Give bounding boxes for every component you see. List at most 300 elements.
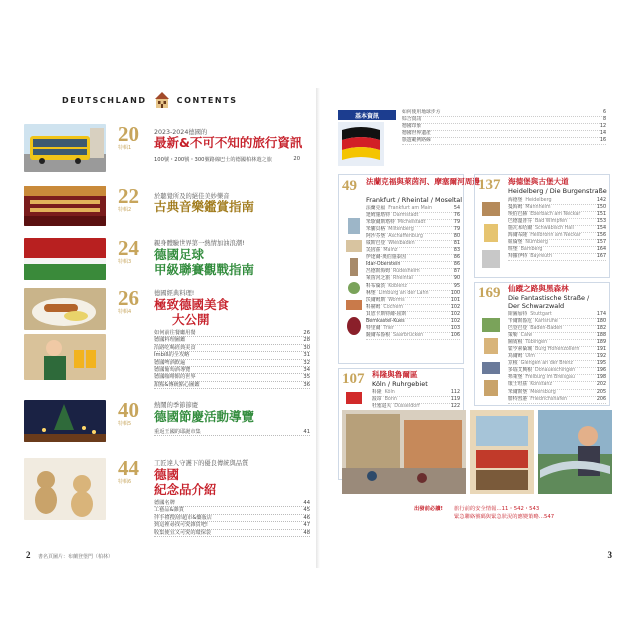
toc-item-page: 48: [303, 529, 310, 536]
toc-item-page: 206: [596, 396, 606, 402]
section-title: 德國節慶活動導覽: [154, 409, 255, 424]
toc-item-page: 191: [596, 347, 606, 353]
toc-item-german-name: Cochem: [383, 304, 403, 310]
toc-item-label: [366, 333, 423, 339]
toc-item-name: 德國葡萄酒導覽: [154, 367, 191, 374]
toc-item-german-name: Mannheim: [525, 205, 551, 211]
toc-item-label: [508, 347, 579, 353]
toc-item-label: [508, 212, 580, 218]
section-tag: 特輯4: [118, 309, 132, 315]
toc-item-page: 76: [453, 213, 460, 219]
toc-item-german-name: Karlsruhe: [535, 319, 558, 325]
toc-item-german-name: Saarbrücken: [393, 332, 424, 338]
section-number: 44: [118, 456, 139, 480]
region-title: 科隆與魯爾區: [372, 370, 418, 379]
toc-item-german-name: Frankfurt am Main: [388, 206, 433, 211]
toc-item-name: 烏爾姆: [508, 354, 523, 360]
toc-item-page: 189: [596, 340, 606, 346]
toc-item-label: [366, 284, 407, 290]
toc-item-page: 167: [596, 254, 606, 260]
header-left-word: DEUTSCHLAND: [62, 95, 147, 105]
toc-item[interactable]: [154, 374, 310, 381]
feature-section-3[interactable]: [24, 238, 314, 282]
toc-item-page: 54: [453, 206, 460, 211]
toc-item-name: 米騰貝格: [366, 227, 386, 233]
toc-item-german-name: Schwäbisch Hall: [535, 226, 574, 232]
toc-item[interactable]: [366, 333, 460, 340]
toc-item[interactable]: [508, 347, 606, 354]
toc-item-german-name: Worms: [388, 297, 405, 303]
landmark-icons-burgen: [478, 198, 504, 278]
section-title: 古典音樂鑑賞指南: [154, 199, 255, 214]
toc-item[interactable]: [508, 390, 606, 397]
toc-item-name: 米爾斯堡: [508, 389, 528, 395]
section-subtitle: 於聽覺所及的絕佳美妙樂音: [154, 193, 230, 200]
toc-item-page: 102: [450, 311, 460, 317]
toc-item-label: [508, 205, 551, 211]
section-title: 德國足球: [154, 247, 205, 262]
toc-item-label: [366, 276, 413, 282]
section-item-list: [154, 330, 310, 389]
toc-item-german-name: Burg Hohenzollern: [535, 347, 580, 353]
toc-item-german-name: Darmstadt: [393, 213, 419, 219]
toc-item-page: 182: [596, 326, 606, 332]
toc-item-page: 16: [599, 138, 606, 144]
toc-item[interactable]: [366, 326, 460, 333]
toc-item[interactable]: [508, 397, 606, 404]
toc-item-page: 156: [596, 233, 606, 239]
toc-item-page: 100: [450, 290, 460, 296]
toc-item-label: [402, 124, 421, 130]
region-title: 法蘭克福與萊茵河、摩塞爾河周邊: [366, 177, 480, 186]
toc-item-german-name: Ulm: [525, 354, 535, 360]
teddy-bears-photo: [24, 458, 106, 520]
toc-item-label: [508, 226, 574, 232]
toc-item-name: 重返王國的耶誕市集: [154, 429, 201, 435]
toc-item-label: [154, 337, 185, 343]
toc-item-label: [154, 515, 212, 521]
toc-item-label: [366, 305, 403, 311]
toc-item-german-name: Konstanz: [530, 382, 552, 388]
toc-item-page: 188: [596, 333, 606, 339]
toc-item-page: 180: [596, 319, 606, 325]
toc-item-german-name: Mainz: [383, 248, 398, 254]
toc-item-german-name: Köln: [384, 390, 395, 395]
toc-item-label: [366, 291, 429, 297]
toc-item-label: [154, 367, 190, 373]
toc-item-name: 科隆: [372, 390, 382, 395]
toc-item-name: 施瓦本哈爾: [508, 226, 532, 232]
toc-item-german-name: Heidelberg: [525, 198, 552, 203]
section-title: 最新&不可不知的旅行資訊: [154, 135, 303, 150]
toc-item-label: [508, 397, 567, 403]
toc-item-page: 202: [596, 382, 606, 388]
feature-section-1[interactable]: [24, 124, 314, 172]
concert-hall-photo: [24, 186, 106, 226]
toc-item-label: [366, 312, 409, 318]
toc-item-german-name: Wiesbaden: [388, 241, 415, 247]
toc-item-name: 德國名牌: [154, 500, 175, 506]
toc-item-page: 45: [303, 507, 310, 514]
toc-item-name: 德國咖啡館的世界: [154, 374, 196, 381]
toc-item-page: 12: [599, 124, 606, 130]
section-title: 極致德國美食: [154, 297, 230, 312]
toc-item-name: 如何使用地球步方: [402, 110, 441, 115]
toc-item-name: 圖賓根: [508, 340, 523, 346]
toc-item-name: 達姆施塔特: [366, 213, 390, 219]
toc-item-page: 32: [303, 359, 310, 366]
toc-item-label: [366, 319, 408, 325]
toc-item-page: 6: [602, 110, 606, 115]
toc-item-page: 81: [453, 241, 460, 247]
toc-item-label: [154, 374, 196, 380]
section-number: 26: [118, 286, 139, 310]
toc-item[interactable]: [154, 522, 310, 529]
toc-item-name: 康士坦茲: [508, 382, 528, 388]
toc-item[interactable]: [366, 291, 460, 298]
toc-item-name: 波昂: [372, 397, 382, 403]
toc-item-label: [402, 138, 431, 144]
feature-section-2[interactable]: [24, 186, 314, 228]
toc-item[interactable]: [366, 206, 460, 213]
toc-item-name: 呂德斯海姆: [366, 269, 390, 275]
toc-item-label: [154, 522, 208, 528]
toc-item-label: [154, 345, 196, 351]
toc-item-name: 班堡: [508, 247, 518, 253]
toc-item[interactable]: [366, 284, 460, 291]
toc-item[interactable]: [402, 131, 606, 138]
section-number: 22: [118, 184, 139, 208]
toc-item-name: 卡爾斯魯厄: [508, 319, 532, 325]
toc-item-label: [154, 530, 211, 536]
toc-item-german-name: Limburg an der Lahn: [378, 290, 429, 296]
toc-item-page: 103: [450, 325, 460, 331]
region-item-list: [366, 206, 460, 340]
toc-item-label: [366, 262, 403, 268]
book-spread: [16, 88, 624, 568]
toc-item-label: [508, 198, 552, 204]
toc-item-label: [508, 319, 558, 325]
section-subtitle: 熱鬧的季節節慶: [154, 402, 199, 409]
toc-item[interactable]: [508, 198, 606, 205]
toc-item-page: 86: [453, 255, 460, 261]
toc-item-label: [508, 375, 575, 381]
toc-item-german-name: Eberbach am Neckar: [530, 212, 581, 218]
cover-caption: 書名頁圖片：布蘭登堡門（柏林）: [38, 554, 114, 560]
toc-item[interactable]: [154, 530, 310, 537]
toc-item-page: 164: [596, 247, 606, 253]
toc-item-label: [402, 131, 431, 137]
region-title-de-line2: Der Schwarzwald: [508, 302, 565, 310]
toc-item-german-name: Düsseldorf: [394, 404, 420, 410]
toc-item[interactable]: [508, 233, 606, 240]
toc-item-page: 36: [303, 381, 310, 388]
toc-item-name: 旅遊範例路線: [402, 138, 431, 144]
toc-item-german-name: Bad Wimpfen: [535, 219, 568, 225]
toc-item[interactable]: [366, 298, 460, 305]
toc-item-name: 綜合資訊: [402, 117, 422, 123]
timber-house-icon: [153, 91, 171, 109]
toc-item-name: 美因茲: [366, 248, 381, 254]
toc-item-page: 192: [596, 354, 606, 360]
toc-item-label: [402, 110, 440, 116]
toc-item-german-name: Aschaffenburg: [388, 234, 423, 240]
section-footnote-page: 20: [293, 156, 300, 162]
right-page: [320, 88, 624, 568]
toc-item-page: 205: [596, 389, 606, 395]
section-tag: 特輯2: [118, 207, 132, 213]
toc-item-label: [508, 340, 547, 346]
toc-item[interactable]: [402, 110, 606, 117]
toc-item[interactable]: [402, 124, 606, 131]
toc-item-label: [508, 240, 548, 246]
toc-item-page: 34: [303, 367, 310, 374]
toc-item-name: 米歇爾斯塔特: [366, 220, 395, 226]
region-title: 仙蹤之路與黑森林: [508, 284, 569, 293]
toc-item-page: 157: [596, 240, 606, 246]
toc-item-page: 106: [450, 332, 460, 338]
toc-item[interactable]: [366, 241, 460, 248]
toc-item-label: [366, 326, 394, 332]
toc-item[interactable]: [366, 319, 460, 326]
toc-item-page: 196: [596, 368, 606, 374]
region-title-de-line1: Die Fantastische Straße /: [508, 294, 590, 302]
toc-item-label: [366, 248, 397, 254]
info-line-2[interactable]: 緊急聯絡號碼與緊急狀況的應變策略…547: [454, 514, 555, 520]
toc-item-name: 策勒: [508, 333, 518, 339]
toc-item-label: [402, 117, 421, 123]
toc-item-page: 119: [450, 397, 460, 403]
toc-item-page: 79: [453, 227, 460, 233]
toc-item-name: Idar-Oberstein: [366, 262, 401, 268]
toc-item-name: 特里爾: [366, 325, 381, 331]
toc-item[interactable]: [508, 312, 606, 319]
toc-item-page: 151: [596, 212, 606, 218]
toc-item-page: 150: [596, 205, 606, 211]
toc-item-german-name: Bayreuth: [530, 254, 553, 260]
toc-item-name: 多瑙艾興根: [508, 368, 532, 374]
region-number: 169: [478, 285, 501, 301]
toc-item-german-name: Tübingen: [525, 340, 548, 346]
contents-header: [62, 88, 292, 112]
toc-item[interactable]: [402, 138, 606, 145]
region-number: 137: [478, 177, 501, 193]
toc-item[interactable]: [366, 312, 460, 319]
toc-item-name: 威斯巴登: [366, 241, 386, 247]
toc-item-label: [372, 390, 395, 396]
toc-item-label: [372, 397, 397, 403]
toc-item-label: [508, 333, 532, 339]
toc-item-label: [154, 360, 185, 366]
section-subtitle: 德國經典料理!: [154, 290, 195, 297]
toc-item-name: 工藝品&雜貨: [154, 507, 184, 514]
region-number: 107: [342, 371, 365, 387]
toc-item-name: 德國啤酒飲遍: [154, 359, 186, 366]
toc-item[interactable]: [154, 352, 310, 359]
toc-item-german-name: Nürnberg: [525, 240, 548, 246]
toc-item-page: 101: [450, 297, 460, 303]
left-page: [16, 88, 316, 568]
section-title-line2: 甲級聯賽觀戰指南: [154, 262, 255, 277]
section-tag: 特輯1: [118, 145, 132, 151]
landmark-icons-fantasy: [478, 314, 504, 404]
toc-item-name: 阿沙芬堡: [366, 234, 386, 240]
toc-item-label: [366, 255, 409, 261]
section-tag: 特輯3: [118, 259, 132, 265]
region-title: 海德堡與古堡大道: [508, 177, 569, 186]
toc-item-label: [508, 326, 562, 332]
toc-item-name: 德國料理圖鑑: [154, 337, 186, 344]
toc-item-page: 87: [453, 269, 460, 275]
toc-item[interactable]: [508, 254, 606, 261]
toc-item-name: 紐倫堡: [508, 240, 523, 246]
header-right-word: CONTENTS: [176, 95, 238, 105]
section-tag: 特輯6: [118, 479, 132, 485]
toc-item-label: [366, 206, 432, 212]
toc-item[interactable]: [154, 429, 310, 436]
toc-item[interactable]: [402, 117, 606, 124]
toc-item-german-name: Koblenz: [388, 283, 407, 289]
city-street-photo: [342, 410, 466, 498]
toc-item-name: 德國印象: [402, 124, 422, 130]
toc-item-german-name: Bonn: [384, 397, 397, 403]
feature-section-5[interactable]: [24, 400, 314, 444]
toc-item[interactable]: [366, 276, 460, 283]
toc-item-name: 弗萊堡: [508, 375, 523, 381]
region-item-list: [508, 198, 606, 261]
section-title: 德國: [154, 467, 180, 482]
toc-item-page: 153: [596, 219, 606, 225]
toc-item[interactable]: [372, 390, 460, 397]
section-title-line2: 大公開: [172, 312, 210, 327]
toc-item[interactable]: [154, 382, 310, 389]
toc-item-page: 35: [303, 374, 310, 381]
toc-item-page: 112: [450, 390, 460, 395]
toc-item-page: 14: [599, 131, 606, 137]
toc-item[interactable]: [366, 305, 460, 312]
toc-item-name: 科布倫茨: [366, 283, 386, 289]
info-prefix: 出發前必讀!: [414, 506, 443, 512]
toc-item-page: 47: [303, 522, 310, 529]
toc-item-name: 收集便宜又可愛的環保袋: [154, 529, 212, 536]
toc-item-label: [366, 220, 425, 226]
toc-item[interactable]: [154, 337, 310, 344]
toc-item-name: 林堡: [366, 290, 376, 296]
region-number: 49: [342, 178, 357, 194]
toc-item-label: [366, 227, 414, 233]
toc-item-name: 斯圖加特: [508, 312, 528, 317]
section-footnote: 100號・200號・300號路線巴士的德國柏林遊之旅: [154, 157, 272, 163]
toc-item-page: 154: [596, 226, 606, 232]
toc-item-german-name: Baden-Baden: [530, 326, 563, 332]
toc-item-name: 曼海姆: [508, 205, 523, 211]
section-number: 40: [118, 398, 139, 422]
section-item-list: [154, 500, 310, 537]
toc-item-label: [154, 330, 196, 336]
toc-item-label: [154, 500, 175, 506]
toc-item-page: 95: [453, 283, 460, 289]
toc-item[interactable]: [154, 360, 310, 367]
toc-item-page: 41: [303, 429, 310, 435]
section-subtitle: 工匠達人守護下的優良傳統與品質: [154, 460, 249, 467]
toc-item-name: 法蘭克福: [366, 206, 386, 211]
toc-item-name: 腓特烈港: [508, 396, 528, 402]
berlin-bus-photo: [24, 124, 106, 172]
toc-item[interactable]: [154, 507, 310, 514]
toc-item-label: [508, 368, 575, 374]
basic-info-block[interactable]: [338, 110, 606, 168]
page-number-right: 3: [607, 550, 612, 560]
toc-item-german-name: Stuttgart: [530, 312, 552, 317]
german-food-photo: [24, 288, 106, 330]
feature-section-4[interactable]: [24, 286, 314, 388]
toc-item-page: 31: [303, 352, 310, 359]
toc-item-label: [508, 247, 542, 253]
toc-item-page: 86: [453, 262, 460, 268]
toc-item-name: 霍亨索倫城: [508, 347, 532, 353]
toc-item-german-name: Michelstadt: [397, 220, 426, 226]
toc-item-label: [508, 382, 552, 388]
toc-item-german-name: Rüdesheim: [393, 269, 420, 275]
toc-item-german-name: Bamberg: [520, 247, 543, 253]
basic-info-list: [402, 110, 606, 145]
toc-item-page: 90: [453, 276, 460, 282]
football-stadium-photo: [24, 238, 106, 280]
toc-item-name: 沿路吃喝經典美食: [154, 344, 196, 351]
toc-item-label: [508, 354, 535, 360]
toc-item-german-name: Trier: [383, 325, 394, 331]
page-number-left: 2: [26, 550, 31, 560]
feature-section-6[interactable]: [24, 456, 314, 536]
toc-item[interactable]: [508, 333, 606, 340]
toc-item-label: [508, 254, 552, 260]
toc-item-label: [154, 507, 184, 513]
region-title-de: Heidelberg / Die Burgenstraße: [508, 187, 607, 195]
section-tag: 特輯5: [118, 421, 132, 427]
toc-item-label: [154, 352, 189, 358]
toc-item-name: 萊茵河之旅: [366, 276, 390, 282]
region-title-de: Köln / Ruhrgebiet: [372, 380, 428, 388]
toc-item-label: [366, 234, 423, 240]
toc-item-name: 海德堡: [508, 198, 523, 203]
toc-item-page: 142: [596, 198, 606, 203]
toc-item[interactable]: [508, 382, 606, 389]
toc-item-page: 28: [303, 337, 310, 344]
toc-item-german-name: Miltenberg: [388, 227, 414, 233]
toc-item-page: 102: [450, 304, 460, 310]
toc-item-page: 80: [453, 234, 460, 240]
toc-item-name: 甜點&傳統點心圖鑑: [154, 381, 200, 388]
toc-item-german-name: Calw: [520, 333, 533, 339]
toc-item-german-name: Meersburg: [530, 389, 556, 395]
toc-item-label: [154, 429, 201, 435]
toc-item-page: 26: [303, 330, 310, 336]
basic-info-label: 基本資訊: [338, 110, 396, 120]
toc-item-page: 8: [602, 117, 606, 123]
region-item-list: [508, 312, 606, 404]
section-subtitle: 親身體驗世界第一熱情加油浪潮!: [154, 240, 245, 247]
toc-item-name: 京根: [508, 361, 518, 367]
toc-item-name: 德國世界遺產: [402, 131, 431, 137]
toc-item-name: 杜塞道夫: [372, 404, 392, 410]
travel-photos: [470, 410, 612, 498]
toc-item-name: 沃爾姆斯: [366, 297, 386, 303]
toc-item-name: 貝恩卡斯特爾-屈斯: [366, 311, 407, 317]
info-line-1[interactable]: 旅行前的安全情報…11・542・543: [454, 506, 540, 512]
toc-item-name: 到這裡尋找可愛雜貨吧!: [154, 522, 208, 529]
toc-item-name: 巴登巴登: [508, 326, 528, 332]
toc-item-label: [366, 213, 418, 219]
